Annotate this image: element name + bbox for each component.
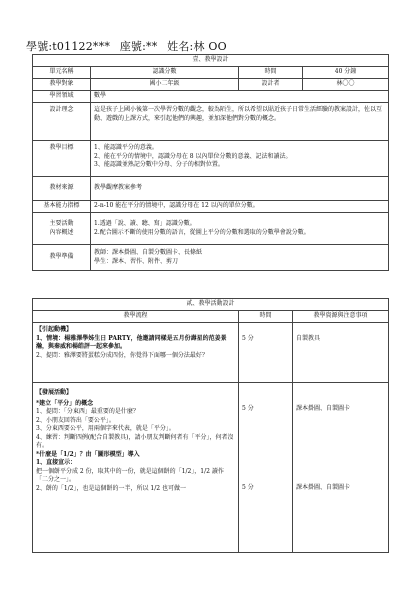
concept-subheading: *建立「平分」的概念 [36,399,94,407]
student-name: 姓名:林 OO [167,40,227,53]
development-item: 4、練習：判斷四例(配合自製教具)，請小朋友判斷何者有「平分」，何者沒有。 [36,433,234,449]
development-time-2: 5 分 [242,483,254,491]
unit-row [33,67,389,79]
design-title-row [33,55,389,67]
goal-item: 3、能認識並熟記分數中分母、分子的相對位置。 [94,161,224,168]
development-item: 2、小朋友回答出「要公平」。 [36,416,115,424]
development-time-1: 5 分 [242,405,254,412]
concept-label: 設計理念 [33,103,91,141]
motivation-heading: 【引起動機】 [36,326,73,333]
seat-number: 座號:** [119,40,158,53]
student-id: 學號:t01122*** [26,40,111,53]
col-time-header: 時間 [239,311,293,323]
design-section-title: 壹、教學設計 [33,55,389,67]
col-notes-header: 教學資源與注意事項 [293,311,389,323]
student-header [26,38,233,54]
indicator-label: 基本能力指標 [33,201,91,213]
development-row [33,383,389,553]
content-list [91,213,389,245]
time-value: 40 分鐘 [303,67,389,79]
content-item: 2.配合圖示不斷的使用分數的語言，從圖上平分的分數和選取的分數學會說分數。 [94,228,310,236]
indicator-value: 2-n-10 能在平分的情境中，認識分母在 12 以內的單位分數。 [91,201,389,213]
motivation-flow [33,323,239,383]
prep-row [33,245,389,271]
half-subheading: *什麼是「1/2」？由「圖形模型」導入 [36,450,140,458]
activity-title-row [33,299,389,311]
content-item: 1.透過「說、讀、聽、寫」認識分數。 [94,220,196,227]
development-item: 1、提問：「分東西」最重要的是什麼？ [36,408,139,415]
concept-value: 這是孩子上國小後第一次學習分數的觀念，較為陌生，所以希望以貼近孩子日常生活經驗的教案設計，佐以互動、遊戲的上課方式，來引起他們的興趣，並加深他們對分數的概念。 [91,103,389,141]
target-value: 國小二年級 [91,79,239,91]
unit-label: 單元名稱 [33,67,91,79]
declare-heading: 1、直接宣示： [36,459,77,466]
prep-list [91,245,389,271]
activity-header-row [33,311,389,323]
goal-item: 1、能認識平分的意義。 [94,144,158,151]
domain-label: 學習領域 [33,91,91,103]
source-row [33,177,389,201]
declare-text: 把一個餅平分成 2 份，取其中的一份，就是這個餅的「1/2」，1/2 讀作「二分之一」。 [36,467,224,483]
prep-item: 學生：課本、習作、附件、剪刀 [94,257,179,265]
concept-row [33,103,389,141]
unit-value: 認識分數 [91,67,239,79]
activity-section-title: 貳、教學活動設計 [33,299,389,311]
goals-row [33,141,389,177]
development-notes [293,383,389,553]
time-label: 時間 [239,67,303,79]
content-row [33,213,389,245]
development-item: 3、分東西要公平，用兩個字來代表，就是「平分」。 [36,425,175,432]
motivation-item: 2、提問：雅澤要將蛋糕分成四份，你覺得下面哪一個分法最好？ [36,351,208,359]
motivation-note: 自製教具 [293,323,389,383]
goal-item: 2、能在平分的情境中，認識分母在 8 以內單位分數的意義、記法和讀法。 [94,152,292,160]
indicator-row [33,201,389,213]
goals-label: 教學目標 [33,141,91,177]
development-heading: 【發展活動】 [36,389,73,396]
motivation-row [33,323,389,383]
target-row [33,79,389,91]
prep-label: 教學準備 [33,245,91,271]
col-flow-header: 教學流程 [33,311,239,323]
target-label: 教學對象 [33,79,91,91]
development-note-2: 課本掛圖、自製圖卡 [296,483,351,491]
prep-item: 教師：課本掛圖、自製分數圖卡、長條紙 [94,249,203,256]
development-flow [33,383,239,553]
activity-design-table [32,298,389,553]
goals-list [91,141,389,177]
designer-value: 林〇〇 [303,79,389,91]
development-note-1: 課本掛圖、自製圖卡 [296,405,351,412]
development-time [239,383,293,553]
motivation-time: 5 分 [239,323,293,383]
domain-row [33,91,389,103]
source-label: 教材來源 [33,177,91,201]
teaching-design-table [32,54,389,271]
source-value: 教學觀摩教案參考 [91,177,389,201]
development-item: 2、餅的「1/2」，也是這個餅的一半，所以 1/2 也可做一 [36,484,186,492]
content-label: 主要活動 內容概述 [33,213,91,245]
designer-label: 設計者 [239,79,303,91]
domain-value: 數學 [91,91,389,103]
motivation-item: 1、情境：楊雅澤學姊生日 PARTY，他邀請同樣是五月份壽星的范姜景瀚，與秦威和楊皓評一起來參加。 [36,334,227,350]
